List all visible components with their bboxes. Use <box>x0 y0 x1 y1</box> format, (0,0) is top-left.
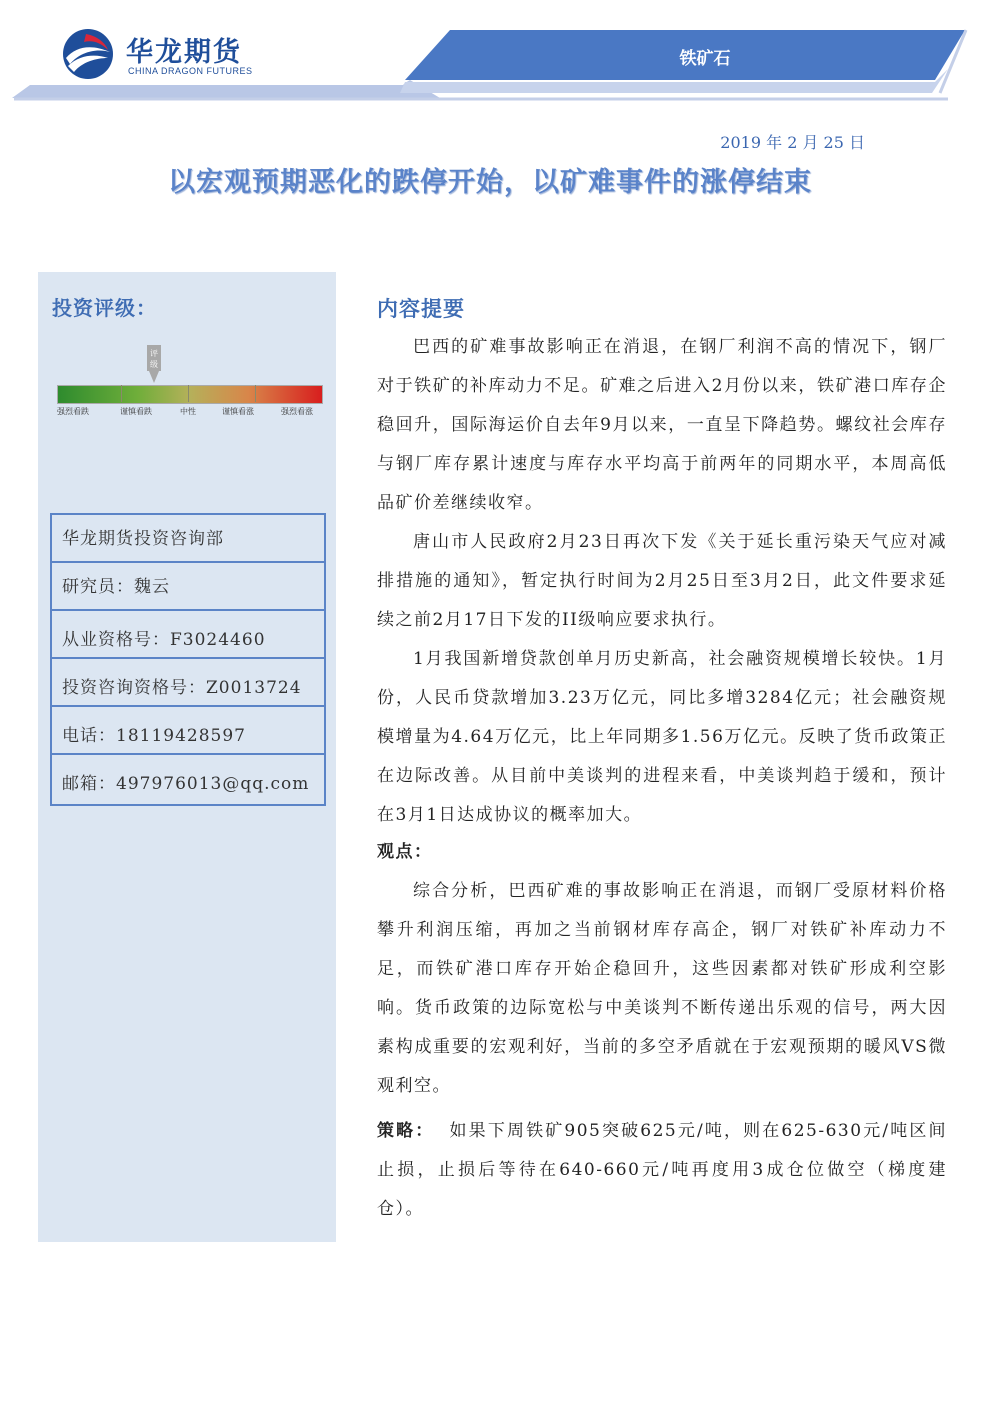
viewpoint-section <box>377 833 947 1106</box>
svg-text:评: 评 <box>150 349 158 358</box>
rating-tick <box>121 385 122 402</box>
info-advisory-qualification: 投资咨询资格号：Z0013724 <box>52 659 324 707</box>
info-department: 华龙期货投资咨询部 <box>52 515 324 563</box>
svg-text:级: 级 <box>150 360 158 369</box>
info-phone: 电话：18119428597 <box>52 707 324 755</box>
report-title: 以宏观预期恶化的跌停开始，以矿难事件的涨停结束 <box>168 167 812 198</box>
company-logo-icon <box>62 28 114 80</box>
summary-paragraph-2: 唐山市人民政府2月23日再次下发《关于延长重污染天气应对减排措施的通知》，暂定执行时间为2月25日至3月2日，此文件要求延续之前2月17日下发的II级响应要求执行。 <box>377 532 947 630</box>
report-date: 2019 年 2 月 25 日 <box>720 133 865 152</box>
strategy-section <box>377 1112 947 1229</box>
analyst-info-box <box>50 513 326 806</box>
summary-heading: 内容提要 <box>377 296 465 321</box>
rating-scale-neutral: 中性 <box>180 407 196 416</box>
company-name-cn: 华龙期货 <box>126 37 242 68</box>
rating-gradient-bar <box>57 385 323 404</box>
rating-scale-cautious-bull: 谨慎看涨 <box>222 407 254 416</box>
summary-paragraph-3: 1月我国新增贷款创单月历史新高，社会融资规模增长较快。1月份，人民币贷款增加3.23万亿元，同比多增3284亿元；社会融资规模增量为4.64万亿元，比上年同期多1.56万亿元。反映了货币政策正在边际改善。从目前中美谈判的进程来看，中美谈判趋于缓和，预计在3月1日达成协议的概率加大。 <box>377 649 947 825</box>
info-qualification: 从业资格号：F3024460 <box>52 611 324 659</box>
section-label: 铁矿石 <box>679 49 731 69</box>
rating-scale-strong-bear: 强烈看跌 <box>57 407 89 416</box>
summary-body <box>377 328 947 835</box>
info-email: 邮箱：497976013@qq.com <box>62 774 310 794</box>
rating-scale-cautious-bear: 谨慎看跌 <box>120 407 152 416</box>
summary-paragraph-1: 巴西的矿难事故影响正在消退，在钢厂利润不高的情况下，钢厂对于铁矿的补库动力不足。矿难之后进入2月份以来，铁矿港口库存企稳回升，国际海运价自去年9月以来，一直呈下降趋势。螺纹社会库存与钢厂库存累计速度与库存水平均高于前两年的同期水平，本周高低品矿价差继续收窄。 <box>377 337 947 513</box>
info-researcher: 研究员：魏云 <box>52 563 324 611</box>
company-name-en: CHINA DRAGON FUTURES <box>128 66 253 76</box>
rating-marker-icon <box>146 345 162 385</box>
rating-tick <box>255 385 256 402</box>
viewpoint-label: 观点： <box>377 842 433 862</box>
strategy-text: 如果下周铁矿905突破625元/吨，则在625-630元/吨区间止损，止损后等待在640-660元/吨再度用3成仓位做空（梯度建仓）。 <box>377 1121 947 1219</box>
strategy-label: 策略： <box>377 1121 435 1141</box>
rating-label: 投资评级： <box>52 296 157 320</box>
rating-scale-strong-bull: 强烈看涨 <box>281 407 313 416</box>
viewpoint-paragraph: 综合分析，巴西矿难的事故影响正在消退，而钢厂受原材料价格攀升利润压缩，再加之当前钢材库存高企，钢厂对铁矿补库动力不足，而铁矿港口库存开始企稳回升，这些因素都对铁矿形成利空影响。货币政策的边际宽松与中美谈判不断传递出乐观的信号，两大因素构成重要的宏观利好，当前的多空矛盾就在于宏观预期的暖风VS微观利空。 <box>377 881 947 1096</box>
rating-tick <box>188 385 189 402</box>
